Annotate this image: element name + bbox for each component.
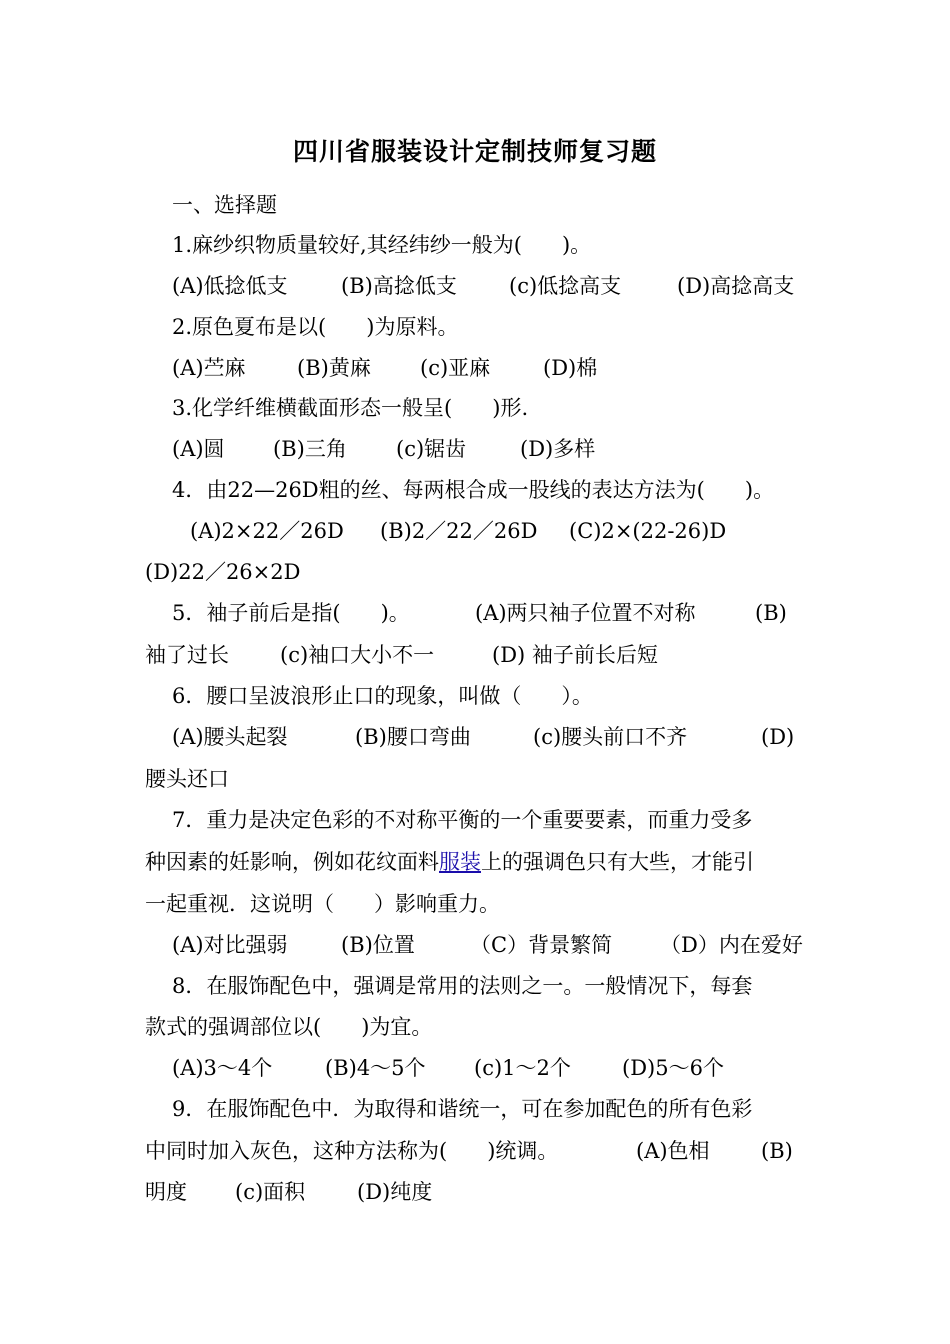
question-2-option-d: (D)棉 — [543, 356, 598, 380]
question-1-stem: 1.麻纱织物质量较好,其经纬纱一般为( )。 — [172, 233, 592, 257]
question-4-stem: 4．由22—26D粗的丝、每两根合成一股线的表达方法为( )。 — [172, 478, 775, 502]
question-7-option-d: （D）内在爱好 — [660, 933, 803, 957]
question-7-option-c: （C）背景繁简 — [470, 933, 613, 957]
question-4-option-c: (C)2×(22-26)D — [569, 519, 727, 543]
question-3-option-a: (A)圆 — [172, 437, 225, 461]
question-7-line-3: 一起重视．这说明（ ）影响重力。 — [145, 892, 501, 916]
question-5-option-c: (c)袖口大小不一 — [280, 643, 435, 667]
question-2-option-a: (A)苎麻 — [172, 356, 246, 380]
question-6-stem: 6．腰口呈波浪形止口的现象，叫做（ ）。 — [172, 684, 593, 708]
question-5-option-b-label: (B) — [755, 601, 787, 625]
question-7-option-b: (B)位置 — [341, 933, 415, 957]
question-8-option-d: (D)5～6个 — [622, 1056, 724, 1080]
question-9-option-b-label: (B) — [761, 1139, 793, 1163]
question-9-option-a: (A)色相 — [636, 1139, 710, 1163]
question-1-option-b: (B)高捻低支 — [341, 274, 457, 298]
question-7-line-1: 7．重力是决定色彩的不对称平衡的一个重要要素，而重力受多 — [172, 808, 753, 832]
question-6-option-b: (B)腰口弯曲 — [355, 725, 471, 749]
question-2-option-c: (c)亚麻 — [420, 356, 491, 380]
question-6-option-a: (A)腰头起裂 — [172, 725, 288, 749]
question-2-stem: 2.原色夏布是以( )为原料。 — [172, 315, 459, 339]
question-7-line-2-start: 种因素的妊影响，例如花纹面料 — [145, 850, 439, 874]
question-9-option-c: (c)面积 — [235, 1180, 306, 1204]
question-1-option-d: (D)高捻高支 — [677, 274, 795, 298]
question-6-option-c: (c)腰头前口不齐 — [533, 725, 688, 749]
question-6-option-d-text: 腰头还口 — [145, 767, 229, 791]
question-7-line-2-end: 上的强调色只有大些，才能引 — [481, 850, 754, 874]
question-8-option-c: (c)1～2个 — [474, 1056, 571, 1080]
question-3-option-b: (B)三角 — [273, 437, 347, 461]
question-5-option-d: (D) 袖子前长后短 — [492, 643, 658, 667]
question-6-option-d-label: (D) — [761, 725, 795, 749]
question-9-line-1: 9．在服饰配色中．为取得和谐统一，可在参加配色的所有色彩 — [172, 1097, 753, 1121]
question-8-line-1: 8．在服饰配色中，强调是常用的法则之一。一般情况下，每套 — [172, 974, 753, 998]
question-2-option-b: (B)黄麻 — [297, 356, 371, 380]
question-1-option-a: (A)低捻低支 — [172, 274, 288, 298]
question-8-option-a: (A)3～4个 — [172, 1056, 273, 1080]
question-4-option-a: (A)2×22／26D — [190, 519, 344, 543]
question-5-option-b-text: 袖了过长 — [145, 643, 229, 667]
question-8-option-b: (B)4～5个 — [325, 1056, 426, 1080]
question-4-option-d: (D)22／26×2D — [145, 560, 301, 584]
question-3-option-d: (D)多样 — [520, 437, 596, 461]
question-9-line-2: 中同时加入灰色，这种方法称为( )统调。 — [145, 1139, 559, 1163]
question-5-option-a: (A)两只袖子位置不对称 — [475, 601, 696, 625]
question-7-option-a: (A)对比强弱 — [172, 933, 288, 957]
section-heading: 一、选择题 — [172, 193, 277, 217]
clothing-link[interactable]: 服装 — [439, 850, 481, 874]
question-3-stem: 3.化学纤维横截面形态一般呈( )形. — [172, 396, 529, 420]
page-title: 四川省服装设计定制技师复习题 — [292, 137, 657, 166]
question-8-line-2: 款式的强调部位以( )为宜。 — [145, 1015, 433, 1039]
question-7-line-2 — [145, 847, 754, 877]
question-5-stem: 5．袖子前后是指( )。 — [172, 601, 410, 625]
question-3-option-c: (c)锯齿 — [396, 437, 467, 461]
question-4-option-b: (B)2／22／26D — [380, 519, 538, 543]
question-1-option-c: (c)低捻高支 — [509, 274, 622, 298]
question-9-option-b-text: 明度 — [145, 1180, 187, 1204]
question-9-option-d: (D)纯度 — [357, 1180, 433, 1204]
